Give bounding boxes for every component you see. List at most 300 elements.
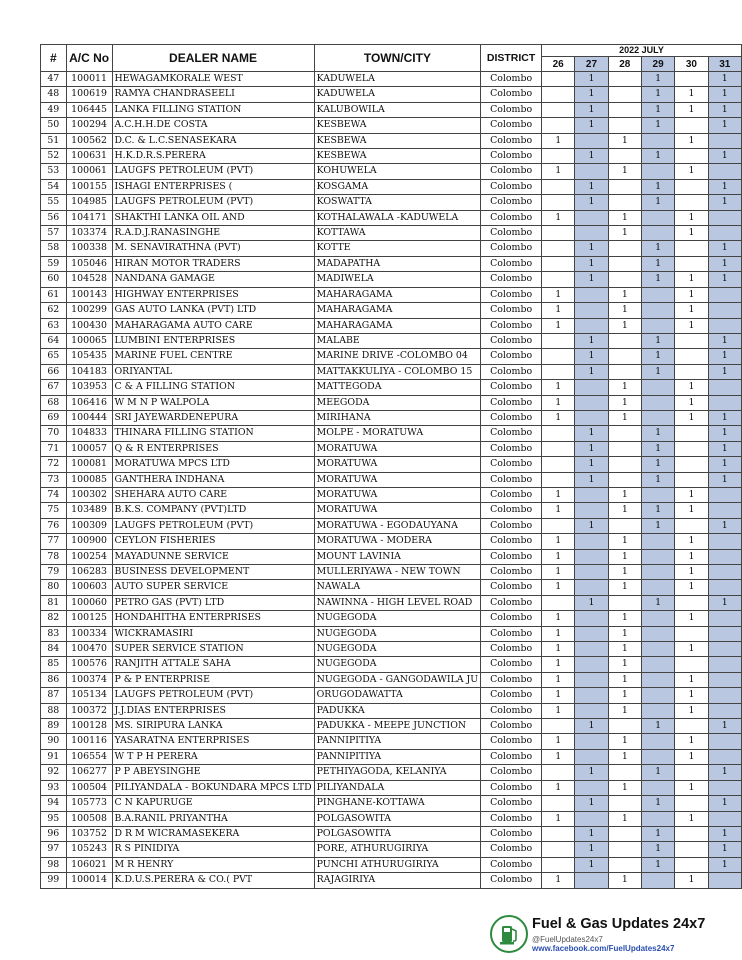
day-29-cell bbox=[641, 734, 674, 749]
day-27-cell bbox=[575, 580, 608, 595]
day-28-cell: 1 bbox=[608, 210, 641, 225]
district-cell: Colombo bbox=[481, 195, 542, 210]
day-31-cell bbox=[708, 226, 741, 241]
header-day-31: 31 bbox=[708, 57, 741, 72]
dealer-name-cell: MARINE FUEL CENTRE bbox=[112, 349, 314, 364]
account-number-cell: 100900 bbox=[66, 534, 112, 549]
table-row bbox=[41, 164, 742, 179]
account-number-cell: 104183 bbox=[66, 364, 112, 379]
day-30-cell: 1 bbox=[675, 672, 708, 687]
town-city-cell: KESBEWA bbox=[314, 133, 481, 148]
dealer-name-cell: YASARATNA ENTERPRISES bbox=[112, 734, 314, 749]
district-cell: Colombo bbox=[481, 703, 542, 718]
town-city-cell: MIRIHANA bbox=[314, 410, 481, 425]
table-row bbox=[41, 380, 742, 395]
day-29-cell bbox=[641, 534, 674, 549]
day-29-cell bbox=[641, 380, 674, 395]
day-29-cell bbox=[641, 303, 674, 318]
district-cell: Colombo bbox=[481, 873, 542, 888]
day-28-cell bbox=[608, 826, 641, 841]
day-29-cell: 1 bbox=[641, 857, 674, 872]
day-31-cell bbox=[708, 626, 741, 641]
day-31-cell bbox=[708, 133, 741, 148]
dealer-name-cell: C N KAPURUGE bbox=[112, 796, 314, 811]
account-number-cell: 103374 bbox=[66, 226, 112, 241]
dealer-name-cell: Q & R ENTERPRISES bbox=[112, 441, 314, 456]
district-cell: Colombo bbox=[481, 626, 542, 641]
day-26-cell: 1 bbox=[542, 380, 575, 395]
day-26-cell: 1 bbox=[542, 318, 575, 333]
day-26-cell: 1 bbox=[542, 657, 575, 672]
account-number-cell: 100011 bbox=[66, 72, 112, 87]
dealer-name-cell: MORATUWA MPCS LTD bbox=[112, 457, 314, 472]
town-city-cell: ORUGODAWATTA bbox=[314, 688, 481, 703]
day-29-cell bbox=[641, 626, 674, 641]
day-29-cell: 1 bbox=[641, 195, 674, 210]
day-28-cell: 1 bbox=[608, 672, 641, 687]
table-row bbox=[41, 472, 742, 487]
day-31-cell bbox=[708, 688, 741, 703]
district-cell: Colombo bbox=[481, 87, 542, 102]
day-27-cell bbox=[575, 210, 608, 225]
row-number: 92 bbox=[41, 765, 67, 780]
district-cell: Colombo bbox=[481, 611, 542, 626]
district-cell: Colombo bbox=[481, 518, 542, 533]
row-number: 89 bbox=[41, 719, 67, 734]
day-30-cell: 1 bbox=[675, 749, 708, 764]
header-day-29: 29 bbox=[641, 57, 674, 72]
day-26-cell bbox=[542, 333, 575, 348]
day-31-cell: 1 bbox=[708, 472, 741, 487]
dealer-name-cell: SUPER SERVICE STATION bbox=[112, 642, 314, 657]
account-number-cell: 100065 bbox=[66, 333, 112, 348]
day-26-cell: 1 bbox=[542, 734, 575, 749]
day-26-cell: 1 bbox=[542, 503, 575, 518]
table-row bbox=[41, 549, 742, 564]
row-number: 54 bbox=[41, 179, 67, 194]
day-28-cell bbox=[608, 364, 641, 379]
day-26-cell bbox=[542, 87, 575, 102]
account-number-cell: 100619 bbox=[66, 87, 112, 102]
account-number-cell: 100603 bbox=[66, 580, 112, 595]
day-27-cell bbox=[575, 318, 608, 333]
day-27-cell: 1 bbox=[575, 272, 608, 287]
day-30-cell: 1 bbox=[675, 226, 708, 241]
day-28-cell: 1 bbox=[608, 703, 641, 718]
day-31-cell bbox=[708, 611, 741, 626]
district-cell: Colombo bbox=[481, 164, 542, 179]
day-29-cell bbox=[641, 672, 674, 687]
district-cell: Colombo bbox=[481, 441, 542, 456]
town-city-cell: MORATUWA bbox=[314, 503, 481, 518]
table-row bbox=[41, 149, 742, 164]
row-number: 90 bbox=[41, 734, 67, 749]
day-29-cell: 1 bbox=[641, 472, 674, 487]
day-26-cell: 1 bbox=[542, 565, 575, 580]
day-28-cell bbox=[608, 796, 641, 811]
table-row bbox=[41, 657, 742, 672]
dealer-name-cell: BUSINESS DEVELOPMENT bbox=[112, 565, 314, 580]
day-31-cell: 1 bbox=[708, 410, 741, 425]
day-31-cell: 1 bbox=[708, 518, 741, 533]
header-number: # bbox=[41, 45, 67, 72]
table-row bbox=[41, 410, 742, 425]
dealer-name-cell: ISHAGI ENTERPRISES ( bbox=[112, 179, 314, 194]
dealer-name-cell: ORIYANTAL bbox=[112, 364, 314, 379]
day-30-cell bbox=[675, 426, 708, 441]
row-number: 98 bbox=[41, 857, 67, 872]
town-city-cell: KADUWELA bbox=[314, 87, 481, 102]
day-29-cell: 1 bbox=[641, 102, 674, 117]
day-31-cell: 1 bbox=[708, 102, 741, 117]
header-month: 2022 JULY bbox=[542, 45, 742, 57]
day-31-cell: 1 bbox=[708, 441, 741, 456]
account-number-cell: 104985 bbox=[66, 195, 112, 210]
town-city-cell: MARINE DRIVE -COLOMBO 04 bbox=[314, 349, 481, 364]
day-29-cell bbox=[641, 688, 674, 703]
dealer-name-cell: GANTHERA INDHANA bbox=[112, 472, 314, 487]
day-26-cell: 1 bbox=[542, 672, 575, 687]
row-number: 53 bbox=[41, 164, 67, 179]
day-28-cell: 1 bbox=[608, 303, 641, 318]
row-number: 93 bbox=[41, 780, 67, 795]
header-day-27: 27 bbox=[575, 57, 608, 72]
dealer-name-cell: HEWAGAMKORALE WEST bbox=[112, 72, 314, 87]
day-29-cell bbox=[641, 811, 674, 826]
day-29-cell: 1 bbox=[641, 333, 674, 348]
brand-watermark bbox=[490, 915, 730, 955]
day-26-cell bbox=[542, 364, 575, 379]
day-29-cell: 1 bbox=[641, 826, 674, 841]
day-31-cell bbox=[708, 380, 741, 395]
town-city-cell: NUGEGODA bbox=[314, 611, 481, 626]
table-row bbox=[41, 303, 742, 318]
dealer-name-cell: C & A FILLING STATION bbox=[112, 380, 314, 395]
district-cell: Colombo bbox=[481, 734, 542, 749]
account-number-cell: 105773 bbox=[66, 796, 112, 811]
dealer-name-cell: AUTO SUPER SERVICE bbox=[112, 580, 314, 595]
town-city-cell: MADAPATHA bbox=[314, 256, 481, 271]
row-number: 59 bbox=[41, 256, 67, 271]
row-number: 63 bbox=[41, 318, 67, 333]
day-30-cell: 1 bbox=[675, 303, 708, 318]
day-26-cell bbox=[542, 149, 575, 164]
row-number: 84 bbox=[41, 642, 67, 657]
day-28-cell: 1 bbox=[608, 626, 641, 641]
account-number-cell: 100372 bbox=[66, 703, 112, 718]
dealer-name-cell: MS. SIRIPURA LANKA bbox=[112, 719, 314, 734]
table-row bbox=[41, 534, 742, 549]
day-27-cell: 1 bbox=[575, 857, 608, 872]
day-27-cell bbox=[575, 164, 608, 179]
day-30-cell: 1 bbox=[675, 873, 708, 888]
town-city-cell: KOSGAMA bbox=[314, 179, 481, 194]
day-30-cell bbox=[675, 72, 708, 87]
day-29-cell: 1 bbox=[641, 72, 674, 87]
day-28-cell bbox=[608, 87, 641, 102]
day-31-cell: 1 bbox=[708, 272, 741, 287]
day-31-cell: 1 bbox=[708, 719, 741, 734]
row-number: 68 bbox=[41, 395, 67, 410]
day-31-cell bbox=[708, 811, 741, 826]
day-30-cell: 1 bbox=[675, 580, 708, 595]
dealer-name-cell: R S PINIDIYA bbox=[112, 842, 314, 857]
district-cell: Colombo bbox=[481, 102, 542, 117]
header-town-city: TOWN/CITY bbox=[314, 45, 481, 72]
fuel-pump-icon bbox=[490, 915, 528, 953]
day-28-cell: 1 bbox=[608, 688, 641, 703]
account-number-cell: 100116 bbox=[66, 734, 112, 749]
day-27-cell bbox=[575, 503, 608, 518]
town-city-cell: MALABE bbox=[314, 333, 481, 348]
day-31-cell: 1 bbox=[708, 72, 741, 87]
day-31-cell bbox=[708, 734, 741, 749]
table-row bbox=[41, 734, 742, 749]
day-27-cell: 1 bbox=[575, 333, 608, 348]
day-26-cell bbox=[542, 102, 575, 117]
town-city-cell: MORATUWA bbox=[314, 472, 481, 487]
dealer-name-cell: HIRAN MOTOR TRADERS bbox=[112, 256, 314, 271]
district-cell: Colombo bbox=[481, 595, 542, 610]
account-number-cell: 100014 bbox=[66, 873, 112, 888]
day-27-cell bbox=[575, 811, 608, 826]
day-27-cell bbox=[575, 873, 608, 888]
day-27-cell bbox=[575, 703, 608, 718]
district-cell: Colombo bbox=[481, 857, 542, 872]
district-cell: Colombo bbox=[481, 179, 542, 194]
row-number: 94 bbox=[41, 796, 67, 811]
day-31-cell bbox=[708, 703, 741, 718]
day-30-cell: 1 bbox=[675, 565, 708, 580]
day-28-cell: 1 bbox=[608, 873, 641, 888]
day-27-cell: 1 bbox=[575, 765, 608, 780]
town-city-cell: KOHUWELA bbox=[314, 164, 481, 179]
day-28-cell: 1 bbox=[608, 565, 641, 580]
day-31-cell bbox=[708, 534, 741, 549]
dealer-name-cell: P & P ENTERPRISE bbox=[112, 672, 314, 687]
district-cell: Colombo bbox=[481, 333, 542, 348]
day-28-cell: 1 bbox=[608, 734, 641, 749]
day-30-cell bbox=[675, 826, 708, 841]
day-29-cell bbox=[641, 164, 674, 179]
day-29-cell: 1 bbox=[641, 441, 674, 456]
day-28-cell bbox=[608, 256, 641, 271]
table-row bbox=[41, 102, 742, 117]
account-number-cell: 105046 bbox=[66, 256, 112, 271]
day-28-cell: 1 bbox=[608, 657, 641, 672]
day-28-cell bbox=[608, 179, 641, 194]
table-row bbox=[41, 256, 742, 271]
account-number-cell: 100294 bbox=[66, 118, 112, 133]
day-31-cell: 1 bbox=[708, 349, 741, 364]
day-27-cell bbox=[575, 626, 608, 641]
district-cell: Colombo bbox=[481, 487, 542, 502]
account-number-cell: 100081 bbox=[66, 457, 112, 472]
day-28-cell: 1 bbox=[608, 318, 641, 333]
day-26-cell: 1 bbox=[542, 688, 575, 703]
day-27-cell: 1 bbox=[575, 518, 608, 533]
account-number-cell: 106445 bbox=[66, 102, 112, 117]
dealer-name-cell: HONDAHITHA ENTERPRISES bbox=[112, 611, 314, 626]
day-26-cell: 1 bbox=[542, 210, 575, 225]
account-number-cell: 100128 bbox=[66, 719, 112, 734]
day-29-cell bbox=[641, 642, 674, 657]
day-27-cell bbox=[575, 672, 608, 687]
day-30-cell: 1 bbox=[675, 318, 708, 333]
day-26-cell bbox=[542, 826, 575, 841]
day-28-cell bbox=[608, 241, 641, 256]
row-number: 85 bbox=[41, 657, 67, 672]
district-cell: Colombo bbox=[481, 796, 542, 811]
district-cell: Colombo bbox=[481, 457, 542, 472]
day-27-cell bbox=[575, 549, 608, 564]
day-30-cell bbox=[675, 118, 708, 133]
day-31-cell: 1 bbox=[708, 149, 741, 164]
day-31-cell: 1 bbox=[708, 87, 741, 102]
day-31-cell: 1 bbox=[708, 796, 741, 811]
table-row bbox=[41, 487, 742, 502]
row-number: 66 bbox=[41, 364, 67, 379]
table-row bbox=[41, 133, 742, 148]
day-28-cell bbox=[608, 195, 641, 210]
day-30-cell: 1 bbox=[675, 210, 708, 225]
day-27-cell bbox=[575, 749, 608, 764]
town-city-cell: MADIWELA bbox=[314, 272, 481, 287]
row-number: 97 bbox=[41, 842, 67, 857]
table-row bbox=[41, 749, 742, 764]
dealer-name-cell: WICKRAMASIRI bbox=[112, 626, 314, 641]
day-30-cell: 1 bbox=[675, 395, 708, 410]
account-number-cell: 100061 bbox=[66, 164, 112, 179]
district-cell: Colombo bbox=[481, 380, 542, 395]
day-26-cell bbox=[542, 72, 575, 87]
day-28-cell bbox=[608, 349, 641, 364]
table-row bbox=[41, 195, 742, 210]
brand-url[interactable]: www.facebook.com/FuelUpdates24x7 bbox=[532, 944, 675, 953]
day-28-cell bbox=[608, 272, 641, 287]
day-29-cell: 1 bbox=[641, 765, 674, 780]
district-cell: Colombo bbox=[481, 472, 542, 487]
dealer-name-cell: M R HENRY bbox=[112, 857, 314, 872]
day-27-cell: 1 bbox=[575, 179, 608, 194]
account-number-cell: 100299 bbox=[66, 303, 112, 318]
town-city-cell: MEEGODA bbox=[314, 395, 481, 410]
day-29-cell bbox=[641, 226, 674, 241]
day-26-cell bbox=[542, 226, 575, 241]
dealer-name-cell: LAUGFS PETROLEUM (PVT) bbox=[112, 164, 314, 179]
day-26-cell bbox=[542, 195, 575, 210]
day-30-cell: 1 bbox=[675, 642, 708, 657]
day-31-cell: 1 bbox=[708, 333, 741, 348]
day-26-cell: 1 bbox=[542, 873, 575, 888]
dealer-name-cell: P P ABEYSINGHE bbox=[112, 765, 314, 780]
day-26-cell bbox=[542, 857, 575, 872]
row-number: 99 bbox=[41, 873, 67, 888]
day-27-cell bbox=[575, 657, 608, 672]
row-number: 83 bbox=[41, 626, 67, 641]
day-30-cell bbox=[675, 765, 708, 780]
district-cell: Colombo bbox=[481, 149, 542, 164]
town-city-cell: PANNIPITIYA bbox=[314, 734, 481, 749]
row-number: 62 bbox=[41, 303, 67, 318]
day-28-cell bbox=[608, 149, 641, 164]
day-28-cell: 1 bbox=[608, 780, 641, 795]
day-27-cell bbox=[575, 303, 608, 318]
account-number-cell: 100334 bbox=[66, 626, 112, 641]
day-31-cell bbox=[708, 395, 741, 410]
day-31-cell bbox=[708, 487, 741, 502]
day-30-cell: 1 bbox=[675, 164, 708, 179]
town-city-cell: MAHARAGAMA bbox=[314, 303, 481, 318]
district-cell: Colombo bbox=[481, 256, 542, 271]
district-cell: Colombo bbox=[481, 503, 542, 518]
dealer-name-cell: H.K.D.R.S.PERERA bbox=[112, 149, 314, 164]
day-30-cell: 1 bbox=[675, 811, 708, 826]
town-city-cell: PILIYANDALA bbox=[314, 780, 481, 795]
day-27-cell: 1 bbox=[575, 426, 608, 441]
day-29-cell: 1 bbox=[641, 87, 674, 102]
table-row bbox=[41, 349, 742, 364]
district-cell: Colombo bbox=[481, 349, 542, 364]
dealer-name-cell: SRI JAYEWARDENEPURA bbox=[112, 410, 314, 425]
day-30-cell: 1 bbox=[675, 102, 708, 117]
account-number-cell: 103752 bbox=[66, 826, 112, 841]
row-number: 77 bbox=[41, 534, 67, 549]
day-31-cell: 1 bbox=[708, 241, 741, 256]
day-30-cell: 1 bbox=[675, 549, 708, 564]
row-number: 48 bbox=[41, 87, 67, 102]
account-number-cell: 104171 bbox=[66, 210, 112, 225]
row-number: 55 bbox=[41, 195, 67, 210]
town-city-cell: MOLPE - MORATUWA bbox=[314, 426, 481, 441]
account-number-cell: 100309 bbox=[66, 518, 112, 533]
day-29-cell bbox=[641, 580, 674, 595]
dealer-name-cell: PETRO GAS (PVT) LTD bbox=[112, 595, 314, 610]
dealer-name-cell: CEYLON FISHERIES bbox=[112, 534, 314, 549]
account-number-cell: 100470 bbox=[66, 642, 112, 657]
day-31-cell bbox=[708, 164, 741, 179]
district-cell: Colombo bbox=[481, 765, 542, 780]
day-29-cell: 1 bbox=[641, 796, 674, 811]
day-27-cell: 1 bbox=[575, 87, 608, 102]
day-31-cell bbox=[708, 318, 741, 333]
dealer-name-cell: GAS AUTO LANKA (PVT) LTD bbox=[112, 303, 314, 318]
day-31-cell bbox=[708, 873, 741, 888]
table-row bbox=[41, 857, 742, 872]
account-number-cell: 103953 bbox=[66, 380, 112, 395]
town-city-cell: KOTTE bbox=[314, 241, 481, 256]
district-cell: Colombo bbox=[481, 672, 542, 687]
day-27-cell bbox=[575, 734, 608, 749]
day-27-cell: 1 bbox=[575, 796, 608, 811]
day-30-cell bbox=[675, 195, 708, 210]
district-cell: Colombo bbox=[481, 72, 542, 87]
day-29-cell: 1 bbox=[641, 179, 674, 194]
town-city-cell: NUGEGODA bbox=[314, 657, 481, 672]
day-28-cell bbox=[608, 595, 641, 610]
day-28-cell: 1 bbox=[608, 395, 641, 410]
day-30-cell: 1 bbox=[675, 503, 708, 518]
day-29-cell bbox=[641, 657, 674, 672]
dealer-name-cell: RANJITH ATTALE SAHA bbox=[112, 657, 314, 672]
district-cell: Colombo bbox=[481, 580, 542, 595]
day-30-cell: 1 bbox=[675, 87, 708, 102]
account-number-cell: 100576 bbox=[66, 657, 112, 672]
day-29-cell bbox=[641, 873, 674, 888]
account-number-cell: 100374 bbox=[66, 672, 112, 687]
day-31-cell bbox=[708, 210, 741, 225]
row-number: 79 bbox=[41, 565, 67, 580]
